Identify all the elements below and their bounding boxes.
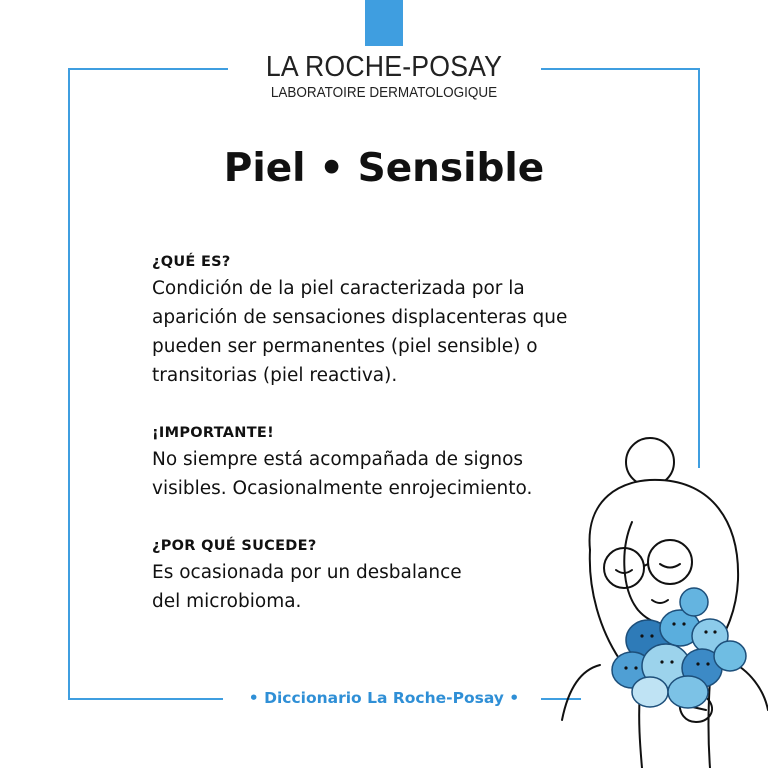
section-heading: ¿QUÉ ES?: [152, 254, 231, 270]
frame-right-line: [698, 68, 700, 468]
footer-label: • Diccionario La Roche-Posay •: [248, 689, 520, 707]
text-line: aparición de sensaciones displacenteras que: [152, 307, 568, 328]
section-que-es: [152, 254, 612, 390]
text-line: del microbioma.: [152, 591, 302, 612]
page-title: Piel • Sensible: [223, 146, 545, 191]
text-line: transitorias (piel reactiva).: [152, 365, 398, 386]
section-por-que-sucede: [152, 538, 612, 616]
brand-name: LA ROCHE-POSAY: [265, 51, 503, 83]
section-importante: [152, 425, 612, 503]
text-line: Condición de la piel caracterizada por la: [152, 278, 525, 299]
section-text: [152, 274, 612, 390]
brand-blue-tab: [365, 0, 403, 46]
text-line: No siempre está acompañada de signos: [152, 449, 524, 470]
section-text: [152, 445, 612, 503]
text-line: pueden ser permanentes (piel sensible) o: [152, 336, 538, 357]
woman-holding-microbes-illustration: [560, 430, 768, 768]
section-heading: ¿POR QUÉ SUCEDE?: [152, 538, 317, 554]
brand-logo: [0, 52, 768, 102]
text-line: visibles. Ocasionalmente enrojecimiento.: [152, 478, 533, 499]
text-line: Es ocasionada por un desbalance: [152, 562, 462, 583]
section-heading: ¡IMPORTANTE!: [152, 425, 275, 441]
section-text: [152, 558, 612, 616]
brand-subtitle: LABORATOIRE DERMATOLOGIQUE: [270, 84, 498, 101]
